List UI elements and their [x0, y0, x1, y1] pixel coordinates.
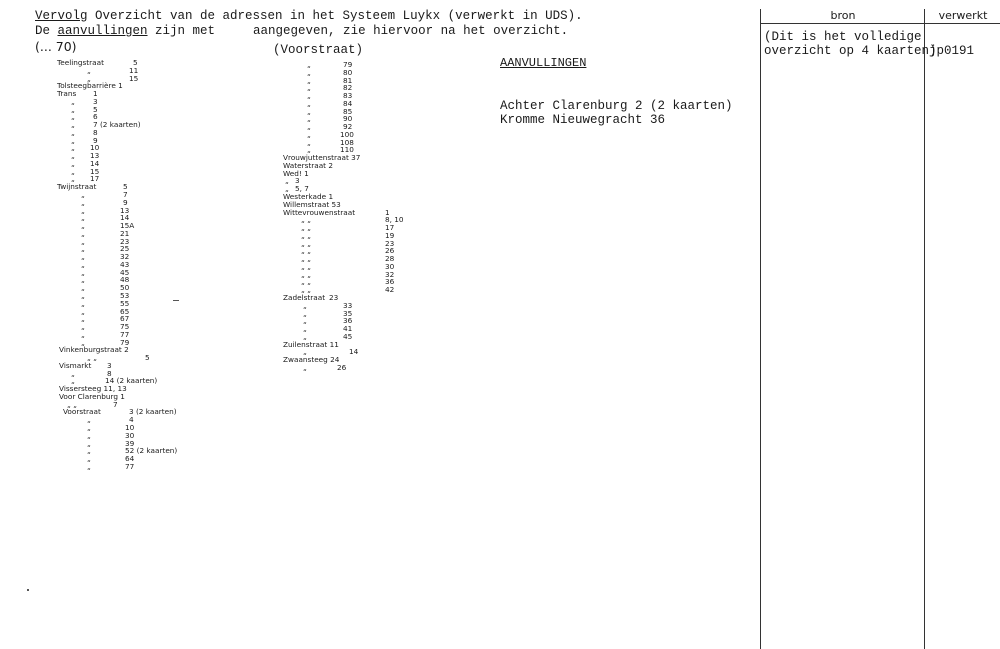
street-name: „: [87, 415, 91, 425]
street-name: „: [81, 221, 85, 231]
street-name: „: [87, 65, 91, 75]
house-number: 30: [385, 261, 395, 271]
street-name: Zwaansteeg 24: [283, 355, 340, 365]
street-name: Vinkenburgstraat 2: [59, 345, 129, 355]
house-number: 25: [120, 244, 130, 254]
street-name: Wed! 1: [283, 168, 309, 178]
street-name: Voor Clarenburg 1: [59, 391, 125, 401]
house-number: 13: [90, 151, 100, 161]
house-number: 23: [120, 236, 130, 246]
house-number: 8, 10: [385, 215, 404, 225]
street-name: „: [81, 197, 85, 207]
street-name: „: [307, 122, 311, 132]
house-number: 3 (2 kaarten): [129, 407, 177, 417]
house-number: 45: [343, 331, 353, 341]
house-number: 83: [343, 91, 353, 101]
street-name: Vismarkt: [59, 360, 92, 370]
street-name: „: [87, 438, 91, 448]
house-number: 8: [107, 368, 112, 378]
table-header-rule: [760, 23, 1000, 24]
street-name: „: [87, 461, 91, 471]
aanvulling-item: Achter Clarenburg 2 (2 kaarten): [500, 99, 733, 113]
aanvulling-item: Kromme Nieuwegracht 36: [500, 113, 666, 127]
house-number: 32: [120, 252, 130, 262]
street-name: „: [307, 129, 311, 139]
house-number: 1: [385, 207, 390, 217]
street-name: „: [307, 75, 311, 85]
street-name: „: [303, 324, 307, 334]
stray-mark: [173, 300, 179, 301]
house-number: 67: [120, 314, 130, 324]
house-number: 3: [93, 96, 98, 106]
street-name: „: [81, 259, 85, 269]
house-number: 81: [343, 75, 353, 85]
street-name: „: [71, 166, 75, 176]
street-name: „ „: [301, 230, 311, 240]
street-name: „ „: [301, 277, 311, 287]
street-name: „: [87, 73, 91, 83]
house-number: 9: [93, 135, 98, 145]
house-number: 53: [120, 290, 130, 300]
house-number: 33: [343, 300, 353, 310]
header-title-rest: Overzicht van de adressen in het Systeem Luykx (verwerkt in UDS).: [87, 9, 583, 23]
street-name: „: [81, 252, 85, 262]
street-name: „: [81, 267, 85, 277]
house-number: 8: [93, 127, 98, 137]
street-name: „: [71, 104, 75, 114]
street-name: „ „: [301, 215, 311, 225]
street-name: „: [303, 347, 307, 357]
street-name: „: [81, 298, 85, 308]
street-name: „: [307, 60, 311, 69]
street-name: „: [71, 158, 75, 168]
street-name: „: [81, 329, 85, 339]
house-number: 79: [343, 60, 353, 69]
street-name: „: [71, 143, 75, 153]
street-name: „: [71, 376, 75, 386]
house-number: 23: [329, 292, 339, 302]
house-number: 43: [120, 259, 130, 269]
house-number: 5: [133, 58, 138, 67]
house-number: 15A: [120, 221, 135, 231]
street-name: „: [71, 127, 75, 137]
house-number: 3: [295, 176, 300, 186]
house-number: 77: [125, 461, 135, 471]
house-number: 42: [385, 285, 395, 295]
street-name: „: [71, 112, 75, 122]
house-number: 65: [120, 306, 130, 316]
house-number: 5, 7: [295, 184, 309, 194]
house-number: 85: [343, 106, 353, 116]
street-name: „: [81, 322, 85, 332]
house-number: 7 (2 kaarten): [93, 120, 141, 130]
street-name: „ „: [67, 399, 77, 409]
street-name: „: [81, 236, 85, 246]
house-number: 14: [120, 213, 130, 223]
aanvullingen-heading: AANVULLINGEN: [500, 56, 587, 70]
house-number: 100: [340, 129, 354, 139]
house-number: 48: [120, 275, 130, 285]
vervolg-label: Vervolg: [35, 9, 88, 23]
street-name: Vrouwjuttenstraat 37: [283, 153, 361, 163]
street-name: „: [87, 454, 91, 464]
house-number: 36: [343, 316, 353, 326]
house-number: 4: [129, 415, 134, 425]
stray-mark: [27, 589, 29, 591]
street-name: Trans: [57, 89, 77, 99]
house-number: 77: [120, 329, 130, 339]
column-continuation-heading: (Voorstraat): [273, 43, 364, 57]
street-name: „ „: [87, 353, 97, 363]
street-name: Westerkade 1: [283, 192, 334, 202]
house-number: 75: [120, 322, 130, 332]
street-name: „ „: [301, 254, 311, 264]
house-number: 9: [123, 197, 128, 207]
house-number: 108: [340, 137, 354, 147]
street-name: „ „: [301, 269, 311, 279]
street-name: Tolsteegbarrière 1: [57, 81, 123, 91]
continuation-marker: (... 70): [35, 39, 77, 54]
street-name: „: [307, 106, 311, 116]
street-name: „: [81, 290, 85, 300]
street-name: „: [81, 205, 85, 215]
street-name: „: [307, 67, 311, 77]
street-name: „: [285, 184, 289, 194]
bron-cell-line: overzicht op 4 kaarten): [764, 44, 937, 58]
house-number: 17: [385, 223, 395, 233]
street-name: „: [307, 137, 311, 147]
street-name: Wittevrouwenstraat: [283, 207, 356, 217]
house-number: 5: [123, 182, 128, 192]
house-number: 1: [93, 89, 98, 99]
house-number: 55: [120, 298, 130, 308]
street-name: „: [303, 308, 307, 318]
house-number: 7: [113, 399, 118, 409]
street-name: Zuilenstraat 11: [283, 339, 339, 349]
house-number: 6: [93, 112, 98, 122]
street-name: „: [81, 213, 85, 223]
street-name: „: [81, 314, 85, 324]
street-name: „ „: [301, 223, 311, 233]
aanvullingen-label: aanvullingen: [57, 24, 148, 38]
street-name: „: [81, 337, 85, 347]
house-number: 26: [385, 246, 395, 256]
house-number: 64: [125, 454, 135, 464]
house-number: 19: [385, 230, 395, 240]
house-number: 21: [120, 228, 130, 238]
street-name: Voorstraat: [63, 407, 101, 417]
house-number: 15: [129, 73, 139, 83]
street-name: „: [81, 190, 85, 200]
header-line2-c: aangegeven, zie hiervoor na het overzicht.: [253, 24, 569, 38]
street-name: „: [303, 300, 307, 310]
bron-cell-line: (Dit is het volledige: [764, 30, 922, 44]
house-number: 5: [145, 353, 150, 363]
house-number: 36: [385, 277, 395, 287]
street-name: Twijnstraat: [57, 182, 97, 192]
header-subtitle-line: [35, 24, 568, 38]
street-name: Vissersteeg 11, 13: [59, 384, 127, 394]
house-number: 14: [90, 158, 100, 168]
verwerkt-cell: jp0191: [929, 44, 975, 58]
street-name: „ „: [301, 261, 311, 271]
street-name: „: [81, 228, 85, 238]
house-number: 35: [343, 308, 353, 318]
street-name: „: [87, 422, 91, 432]
street-name: „: [81, 306, 85, 316]
street-name: „: [303, 331, 307, 341]
street-name: „: [71, 174, 75, 184]
street-name: „ „: [301, 238, 311, 248]
street-name: Zadelstraat: [283, 292, 326, 302]
house-number: 92: [343, 122, 353, 132]
street-name: „: [81, 283, 85, 293]
street-name: „: [285, 176, 289, 186]
house-number: 52 (2 kaarten): [125, 446, 178, 456]
table-border-left: [760, 9, 761, 649]
house-number: 15: [90, 166, 100, 176]
house-number: 45: [120, 267, 130, 277]
street-name: „ „: [301, 246, 311, 256]
house-number: 7: [123, 190, 128, 200]
house-number: 84: [343, 98, 353, 108]
house-number: 23: [385, 238, 395, 248]
street-name: „: [81, 244, 85, 254]
house-number: 110: [340, 145, 354, 155]
street-name: „: [307, 114, 311, 124]
header-line2-b: zijn met: [147, 24, 216, 38]
header-title-line: [35, 9, 583, 23]
house-number: 32: [385, 269, 395, 279]
house-number: 14 (2 kaarten): [105, 376, 158, 386]
street-name: „: [303, 316, 307, 326]
house-number: 90: [343, 114, 353, 124]
street-name: „: [71, 120, 75, 130]
house-number: 10: [125, 422, 135, 432]
street-name: „: [307, 145, 311, 155]
street-name: „: [307, 98, 311, 108]
house-number: 50: [120, 283, 130, 293]
street-name: „: [307, 91, 311, 101]
street-name: Willemstraat 53: [283, 199, 341, 209]
column-header-verwerkt: verwerkt: [938, 9, 988, 22]
house-number: 10: [90, 143, 100, 153]
column-header-bron: bron: [830, 9, 856, 22]
street-name: Teelingstraat: [57, 58, 104, 67]
house-number: 13: [120, 205, 130, 215]
table-border-middle: [924, 9, 925, 649]
street-name: „: [71, 368, 75, 378]
house-number: 80: [343, 67, 353, 77]
house-number: 17: [90, 174, 100, 184]
house-number: 28: [385, 254, 395, 264]
house-number: 41: [343, 324, 353, 334]
house-number: 39: [125, 438, 135, 448]
house-number: 5: [93, 104, 98, 114]
house-number: 11: [129, 65, 139, 75]
street-name: „: [307, 83, 311, 93]
street-name: Waterstraat 2: [283, 160, 333, 170]
street-name: „: [303, 362, 307, 372]
header-line2-a: De: [35, 24, 58, 38]
street-name: „: [71, 151, 75, 161]
house-number: 30: [125, 430, 135, 440]
house-number: 3: [107, 360, 112, 370]
street-name: „ „: [301, 285, 311, 295]
house-number: 14: [349, 347, 359, 357]
house-number: 82: [343, 83, 353, 93]
house-number: 26: [337, 362, 347, 372]
street-name: „: [71, 135, 75, 145]
house-number: 79: [120, 337, 130, 347]
street-name: „: [81, 275, 85, 285]
street-name: „: [87, 430, 91, 440]
street-name: „: [87, 446, 91, 456]
street-name: „: [71, 96, 75, 106]
